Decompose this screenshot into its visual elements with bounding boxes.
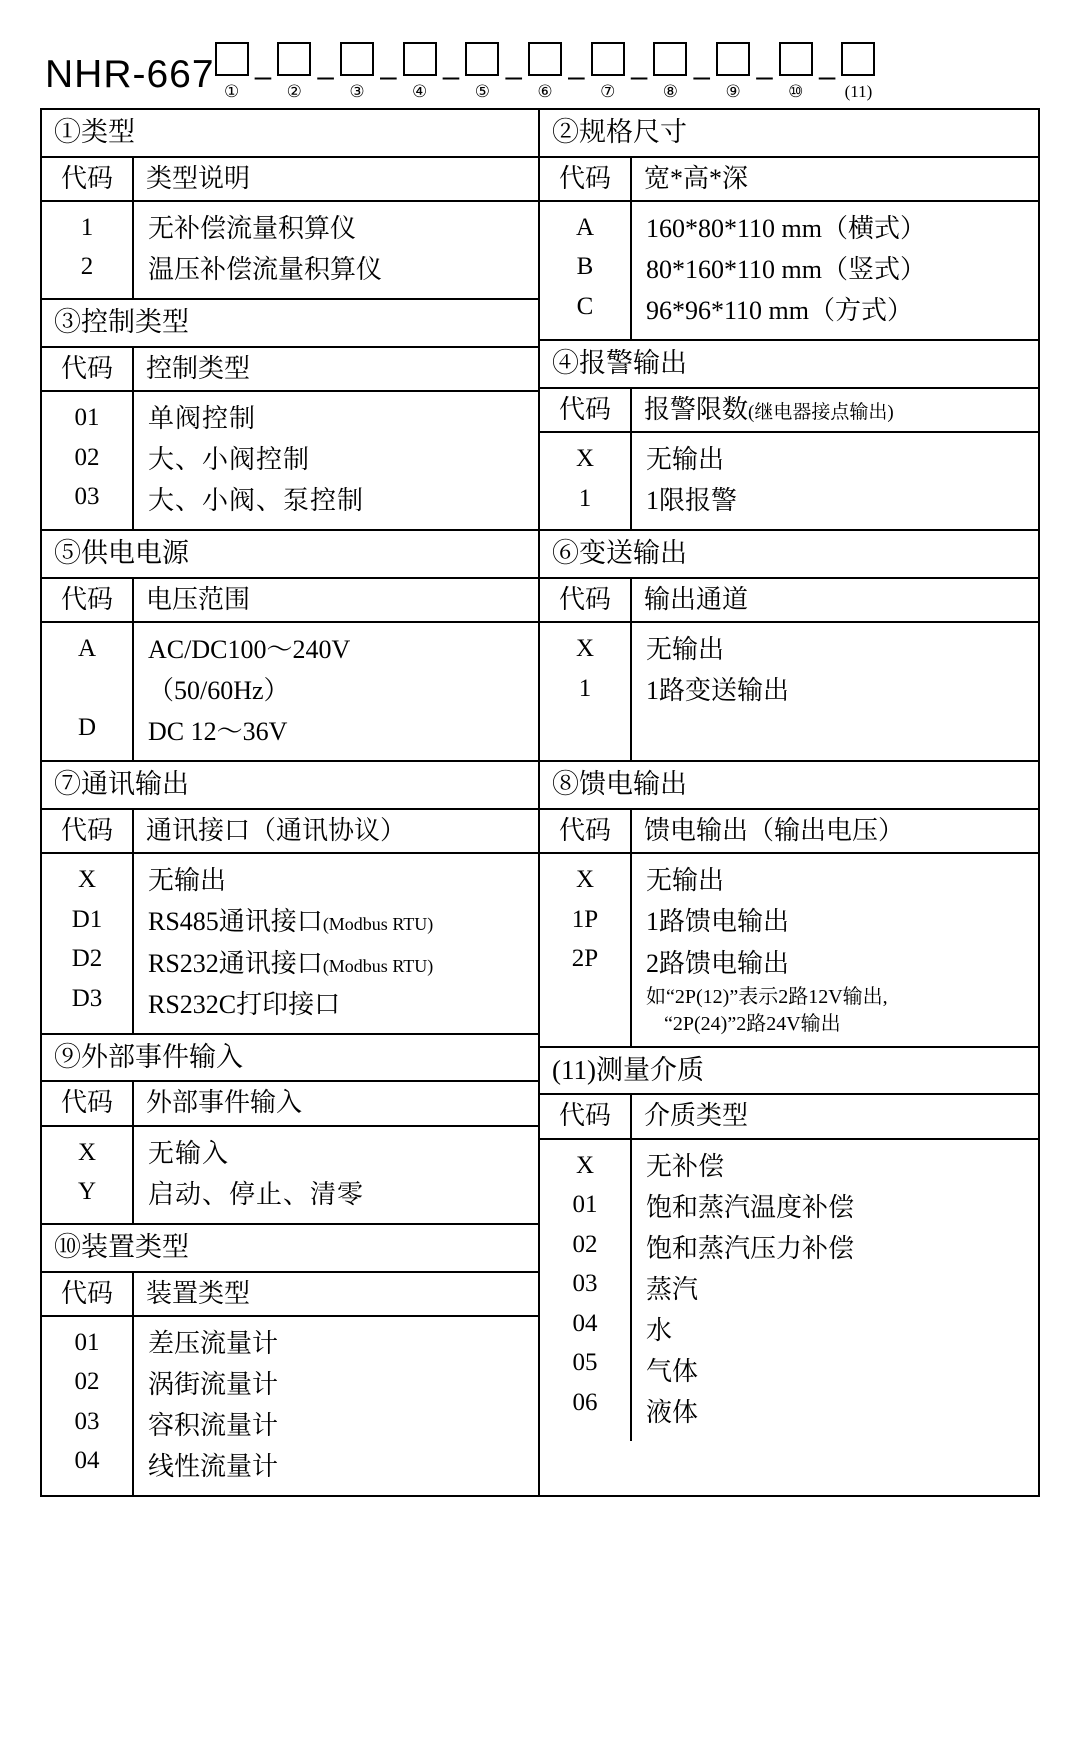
header-row-type — [42, 158, 538, 202]
descs-transmission-output — [632, 623, 1038, 760]
header-desc-device-type: 装置类型 — [146, 1278, 251, 1308]
desc-value: RS485通讯接口 — [148, 907, 323, 937]
code-index-2: ② — [286, 82, 302, 101]
code-value: 03 — [572, 1270, 598, 1298]
section-communication-output — [42, 762, 538, 1034]
code-value: 06 — [572, 1388, 598, 1416]
header-desc-note: (继电器接点输出) — [748, 401, 894, 423]
body-row-dimensions — [540, 202, 1038, 339]
descs-communication-output — [134, 854, 538, 1032]
code-cell-11 — [841, 42, 875, 100]
code-index-1: ① — [223, 82, 240, 101]
dash-1: – — [254, 60, 272, 93]
code-value: Y — [77, 1178, 97, 1206]
body-row-feed-output — [540, 854, 1038, 1045]
code-box-11[interactable] — [841, 42, 875, 76]
desc-value: 无输出 — [646, 445, 725, 475]
header-code-dimensions: 代码 — [540, 158, 632, 200]
header-row-device-type — [42, 1273, 538, 1317]
code-value: D3 — [71, 984, 103, 1012]
code-value: 2 — [80, 253, 94, 281]
header-desc-control-type: 控制类型 — [146, 353, 251, 383]
desc-value: 1限报警 — [646, 486, 738, 516]
code-index-9: ⑨ — [725, 82, 741, 101]
desc-value: 160*80*110 mm（横式） — [646, 213, 926, 243]
descs-control-type — [134, 392, 538, 529]
code-value: 01 — [74, 404, 100, 432]
desc-value: 无补偿 — [646, 1151, 725, 1181]
code-value: 1 — [80, 213, 94, 241]
code-value: D — [77, 714, 97, 742]
model-code-row — [40, 30, 1040, 100]
code-box-3[interactable] — [340, 42, 374, 76]
header-code-feed-output: 代码 — [540, 810, 632, 852]
code-box-5[interactable] — [465, 42, 499, 76]
header-desc-type: 类型说明 — [146, 163, 251, 193]
spec-table — [40, 108, 1040, 1497]
body-row-alarm-output — [540, 433, 1038, 529]
code-value: X — [77, 866, 97, 894]
code-value: 04 — [74, 1447, 100, 1475]
code-index-6: ⑥ — [537, 82, 553, 101]
section-title-control-type: ③控制类型 — [42, 300, 538, 348]
code-value: X — [575, 1151, 595, 1179]
code-value: X — [77, 1138, 97, 1166]
desc-value: RS232C打印接口 — [148, 989, 341, 1019]
model-name: NHR-667 — [45, 53, 215, 96]
descs-type — [134, 202, 538, 298]
body-row-device-type — [42, 1317, 538, 1495]
code-value: 02 — [572, 1230, 598, 1258]
header-code-external-event-input: 代码 — [42, 1082, 134, 1124]
dash-4: – — [442, 60, 460, 93]
header-row-dimensions — [540, 158, 1038, 202]
code-box-1[interactable] — [215, 42, 249, 76]
code-value: B — [576, 253, 594, 281]
section-title-measured-medium: (11)测量介质 — [540, 1048, 1038, 1096]
code-cell-10 — [779, 42, 813, 100]
spec-table-left-column — [42, 110, 540, 1495]
section-title-power-supply: ⑤供电电源 — [42, 531, 538, 579]
header-row-control-type — [42, 348, 538, 392]
code-cell-1 — [215, 42, 249, 100]
desc-note: (Modbus RTU) — [322, 914, 434, 935]
section-title-external-event-input: ⑨外部事件输入 — [42, 1035, 538, 1083]
header-row-external-event-input — [42, 1082, 538, 1126]
dash-9: – — [756, 60, 773, 93]
code-cell-8 — [653, 42, 687, 100]
code-value: 02 — [74, 443, 100, 471]
desc-value: 无输出 — [148, 866, 227, 896]
desc-value: 96*96*110 mm（方式） — [646, 296, 913, 326]
desc-value: 气体 — [646, 1356, 699, 1386]
code-cell-9 — [716, 42, 750, 100]
codes-external-event-input — [42, 1127, 134, 1223]
header-row-feed-output — [540, 810, 1038, 854]
header-desc-feed-output: 馈电输出（输出电压） — [644, 816, 905, 846]
code-box-4[interactable] — [403, 42, 437, 76]
section-title-alarm-output: ④报警输出 — [540, 341, 1038, 389]
desc-value: 水 — [646, 1315, 673, 1345]
body-row-external-event-input — [42, 1127, 538, 1223]
section-title-dimensions: ②规格尺寸 — [540, 110, 1038, 158]
header-desc-transmission-output: 输出通道 — [644, 585, 749, 615]
desc-value: 无补偿流量积算仪 — [148, 213, 357, 243]
header-row-transmission-output — [540, 579, 1038, 623]
dash-6: – — [568, 60, 585, 93]
code-box-8[interactable] — [653, 42, 687, 76]
code-value: X — [575, 635, 595, 663]
section-title-communication-output: ⑦通讯输出 — [42, 762, 538, 810]
codes-power-supply — [42, 623, 134, 760]
descs-device-type — [134, 1317, 538, 1495]
section-measured-medium — [540, 1048, 1038, 1441]
dash-7: – — [630, 60, 648, 93]
desc-value: 无输入 — [148, 1138, 230, 1168]
section-dimensions — [540, 110, 1038, 341]
codes-transmission-output — [540, 623, 632, 760]
code-value: C — [576, 292, 594, 320]
desc-value: 差压流量计 — [148, 1328, 279, 1358]
descs-measured-medium — [632, 1140, 1038, 1442]
feed-output-note-1: 如“2P(12)”表示2路12V输出, — [646, 985, 888, 1008]
desc-note: (Modbus RTU) — [322, 955, 434, 976]
header-row-power-supply — [42, 579, 538, 623]
codes-type — [42, 202, 134, 298]
header-code-communication-output: 代码 — [42, 810, 134, 852]
desc-value: 80*160*110 mm（竖式） — [646, 255, 926, 285]
code-value: 01 — [572, 1191, 598, 1219]
descs-feed-output — [632, 854, 1038, 1045]
header-desc-communication-output: 通讯接口（通讯协议） — [146, 816, 407, 846]
spec-table-right-column — [540, 110, 1038, 1495]
section-type — [42, 110, 538, 300]
desc-value: RS232通讯接口 — [148, 948, 323, 978]
desc-value: 无输出 — [646, 635, 725, 665]
section-feed-output — [540, 762, 1038, 1047]
section-title-type: ①类型 — [42, 110, 538, 158]
code-value: 2P — [571, 945, 599, 973]
code-box-10[interactable] — [779, 42, 813, 76]
code-index-7: ⑦ — [600, 82, 616, 101]
code-value: 01 — [74, 1328, 100, 1356]
desc-value: 1路馈电输出 — [646, 907, 790, 937]
code-box-7[interactable] — [591, 42, 625, 76]
code-value: D2 — [71, 945, 103, 973]
body-row-communication-output — [42, 854, 538, 1032]
codes-measured-medium — [540, 1140, 632, 1442]
header-code-measured-medium: 代码 — [540, 1095, 632, 1137]
header-desc-measured-medium: 介质类型 — [644, 1101, 749, 1131]
code-value: 1 — [578, 674, 592, 702]
code-value: 03 — [74, 1407, 100, 1435]
desc-value: 无输出 — [646, 866, 725, 896]
header-desc-external-event-input: 外部事件输入 — [146, 1088, 303, 1118]
header-desc-alarm-output — [632, 389, 1038, 431]
codes-feed-output — [540, 854, 632, 1045]
desc-value: 饱和蒸汽压力补偿 — [646, 1233, 855, 1263]
descs-dimensions — [632, 202, 1038, 339]
body-row-type — [42, 202, 538, 298]
desc-value: 单阀控制 — [148, 404, 257, 434]
header-row-alarm-output — [540, 389, 1038, 433]
section-title-device-type: ⑩装置类型 — [42, 1225, 538, 1273]
desc-value: 大、小阀、泵控制 — [148, 486, 365, 516]
section-control-type — [42, 300, 538, 531]
header-desc-power-supply: 电压范围 — [146, 585, 251, 615]
code-value: D1 — [71, 905, 103, 933]
desc-value: 启动、停止、清零 — [148, 1179, 365, 1209]
desc-value: 温压补偿流量积算仪 — [148, 255, 383, 285]
header-desc-main: 报警限数 — [644, 394, 749, 424]
descs-alarm-output — [632, 433, 1038, 529]
body-row-power-supply — [42, 623, 538, 760]
desc-value: （50/60Hz） — [148, 676, 290, 706]
code-cell-3 — [340, 42, 374, 100]
code-index-8: ⑧ — [662, 82, 678, 101]
header-row-measured-medium — [540, 1095, 1038, 1139]
desc-value: 线性流量计 — [148, 1451, 279, 1481]
model-code-boxes — [215, 42, 876, 100]
desc-value: 1路变送输出 — [646, 676, 790, 706]
code-value: X — [575, 866, 595, 894]
code-value: A — [77, 635, 97, 663]
header-code-power-supply: 代码 — [42, 579, 134, 621]
desc-value: 饱和蒸汽温度补偿 — [646, 1192, 855, 1222]
code-box-9[interactable] — [716, 42, 750, 76]
code-cell-4 — [403, 42, 437, 100]
body-row-measured-medium — [540, 1140, 1038, 1442]
body-row-transmission-output — [540, 623, 1038, 760]
section-power-supply — [42, 531, 538, 762]
section-title-feed-output: ⑧馈电输出 — [540, 762, 1038, 810]
header-row-communication-output — [42, 810, 538, 854]
desc-value: AC/DC100～240V — [148, 635, 351, 665]
desc-value: DC 12～36V — [148, 717, 288, 747]
desc-value: 液体 — [646, 1398, 699, 1428]
code-value: 02 — [74, 1368, 100, 1396]
desc-value: 蒸汽 — [646, 1274, 699, 1304]
header-desc-dimensions: 宽*高*深 — [644, 163, 749, 193]
dash-5: – — [505, 60, 522, 93]
header-code-transmission-output: 代码 — [540, 579, 632, 621]
code-value: 04 — [572, 1309, 598, 1337]
section-device-type — [42, 1225, 538, 1495]
code-value: 1 — [578, 484, 592, 512]
body-row-control-type — [42, 392, 538, 529]
code-box-2[interactable] — [277, 42, 311, 76]
header-code-alarm-output: 代码 — [540, 389, 632, 431]
code-index-3: ③ — [349, 82, 365, 101]
code-cell-2 — [277, 42, 311, 100]
code-value: 03 — [74, 483, 100, 511]
code-value: 05 — [572, 1349, 598, 1377]
dash-10: – — [818, 60, 836, 93]
codes-dimensions — [540, 202, 632, 339]
feed-output-note-2: “2P(24)”2路24V输出 — [664, 1012, 841, 1035]
dash-3: – — [379, 60, 397, 93]
dash-8: – — [693, 60, 711, 93]
code-value: X — [575, 445, 595, 473]
desc-value: 大、小阀控制 — [148, 445, 311, 475]
code-index-11: (11) — [844, 82, 873, 101]
header-code-type: 代码 — [42, 158, 134, 200]
desc-value: 涡街流量计 — [148, 1369, 279, 1399]
code-index-4: ④ — [412, 82, 428, 101]
code-index-5: ⑤ — [474, 82, 490, 101]
codes-alarm-output — [540, 433, 632, 529]
descs-power-supply — [134, 623, 538, 760]
codes-device-type — [42, 1317, 134, 1495]
section-transmission-output — [540, 531, 1038, 762]
codes-control-type — [42, 392, 134, 529]
header-code-control-type: 代码 — [42, 348, 134, 390]
desc-value: 容积流量计 — [148, 1410, 279, 1440]
code-value: A — [575, 213, 595, 241]
section-external-event-input — [42, 1035, 538, 1225]
code-index-10: ⑩ — [788, 82, 804, 101]
descs-external-event-input — [134, 1127, 538, 1223]
code-cell-5 — [465, 42, 499, 100]
dash-2: – — [317, 60, 334, 93]
code-value: 1P — [571, 905, 599, 933]
section-alarm-output — [540, 341, 1038, 531]
codes-communication-output — [42, 854, 134, 1032]
code-box-6[interactable] — [528, 42, 562, 76]
header-code-device-type: 代码 — [42, 1273, 134, 1315]
code-cell-6 — [528, 42, 562, 100]
code-cell-7 — [591, 42, 625, 100]
desc-value: 2路馈电输出 — [646, 948, 790, 978]
section-title-transmission-output: ⑥变送输出 — [540, 531, 1038, 579]
